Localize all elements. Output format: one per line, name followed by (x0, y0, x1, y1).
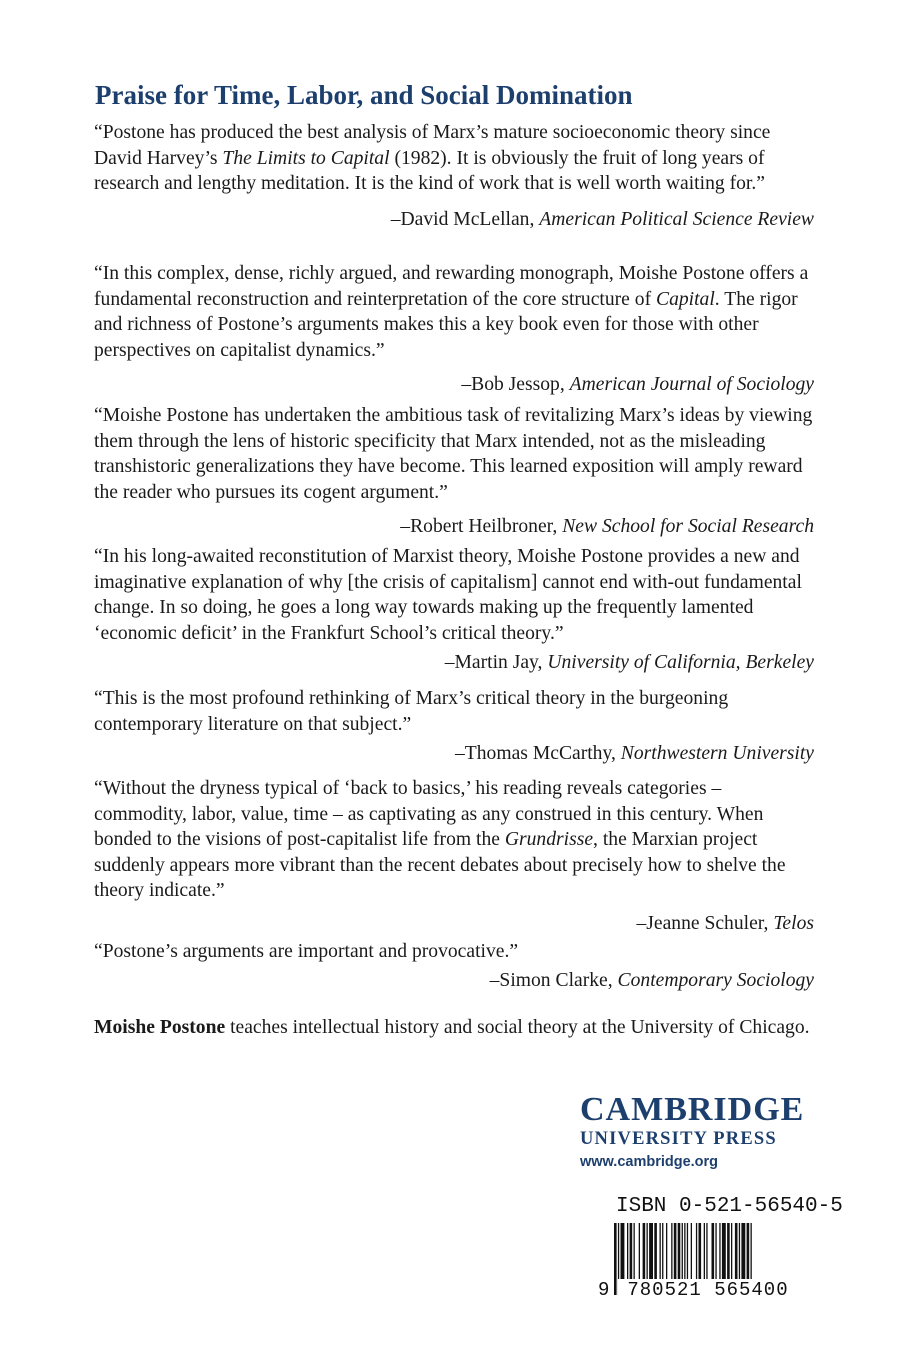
quote-4 (94, 544, 814, 675)
heading-prefix: Praise for (95, 80, 208, 110)
barcode-bar (634, 1223, 635, 1283)
barcode-bar (630, 1223, 633, 1283)
barcode-bar (682, 1223, 683, 1283)
barcode-bar (621, 1223, 625, 1283)
quote-attribution: –Thomas McCarthy, Northwestern University (455, 743, 814, 765)
quote-7 (94, 939, 814, 993)
quote-3 (94, 403, 814, 539)
barcode-bar (739, 1223, 740, 1283)
barcode-first-digit: 9 (598, 1279, 610, 1301)
quote-attribution: –Jeanne Schuler, Telos (636, 912, 814, 934)
barcode-bar (691, 1223, 692, 1283)
barcode-bar (660, 1223, 661, 1283)
barcode-bar (704, 1223, 705, 1283)
barcode-bar (643, 1223, 646, 1283)
book-title: Time, Labor, and Social Domination (213, 80, 633, 110)
quote-6 (94, 776, 814, 936)
quote-attribution: –David McLellan, American Political Science Review (390, 208, 814, 230)
quote-2 (94, 261, 814, 397)
barcode-bar (722, 1223, 726, 1283)
quote-text: “Without the dryness typical of ‘back to basics,’ his reading reveals categories – commodity, labor, value, time – as captivating as any construed in this century. When bonded to the visions of post-capitalist life from the Grundrisse, the Marxian project suddenly appears more vibrant than the recent debates about precisely how to shelve the theory indicate.” (94, 778, 786, 902)
barcode-bar (712, 1223, 715, 1283)
barcode-bar (727, 1223, 730, 1283)
barcode-bar (678, 1223, 681, 1283)
publisher-name: CAMBRIDGE (580, 1091, 805, 1128)
quote-1 (94, 120, 814, 232)
barcode-bar (684, 1223, 685, 1283)
barcode-bar (639, 1223, 640, 1283)
barcode-bar (715, 1223, 716, 1283)
barcode-bar (706, 1223, 707, 1283)
barcode-bar (719, 1223, 720, 1283)
barcode-bar (614, 1223, 617, 1295)
quote-text: “In his long-awaited reconstitution of Marxist theory, Moishe Postone provides a new and imaginative explanation of why [the crisis of capitalism] cannot end with-out fundamental change. In so doing, he goes a long way towards making up the frequently lamented ‘economic deficit’ in the Frankfurt School’s critical theory.” (94, 546, 802, 644)
isbn-barcode (588, 1195, 843, 1303)
barcode-bar (627, 1223, 628, 1283)
praise-heading (95, 80, 633, 111)
barcode-bar (654, 1223, 657, 1283)
quote-attribution: –Simon Clarke, Contemporary Sociology (489, 969, 814, 991)
barcode-bar (649, 1223, 653, 1283)
barcode-bar (666, 1223, 667, 1283)
barcode-digits: 780521 565400 (618, 1279, 798, 1301)
barcode-bar (699, 1223, 702, 1283)
quote-text: “Postone has produced the best analysis of Marx’s mature socioeconomic theory since David Harvey’s The Limits to Capital (1982). It is obviously the fruit of long years of research and lengthy meditation. It is the kind of work that is well worth waiting for.” (94, 122, 771, 195)
barcode-bar (696, 1223, 697, 1283)
quote-5 (94, 686, 814, 766)
quote-text: “Moishe Postone has undertaken the ambitious task of revitalizing Marx’s ideas by viewing them through the lens of historic specificity that Marx intended, not as the misleading transhistoric generalizations they have become. This learned exposition will amply reward the reader who pursues its cogent argument.” (94, 405, 813, 503)
isbn-label: ISBN 0-521-56540-5 (616, 1195, 843, 1218)
quote-text: “This is the most profound rethinking of Marx’s critical theory in the burgeoning contemporary literature on that subject.” (94, 688, 729, 735)
barcode-bar (662, 1223, 663, 1283)
publisher-subname: UNIVERSITY PRESS (580, 1129, 777, 1149)
publisher-logo (580, 1093, 812, 1173)
quote-text: “Postone’s arguments are important and provocative.” (94, 941, 519, 962)
barcode-bar (647, 1223, 648, 1283)
quote-attribution: –Robert Heilbroner, New School for Social Research (400, 516, 814, 538)
barcode-bar (741, 1223, 745, 1283)
barcode-bar (687, 1223, 688, 1283)
barcode-bar (731, 1223, 732, 1283)
quote-attribution: –Bob Jessop, American Journal of Sociology (461, 374, 814, 396)
author-bio: Moishe Postone teaches intellectual history and social theory at the University of Chicago. (94, 1017, 810, 1038)
publisher-url: www.cambridge.org (580, 1154, 719, 1170)
quote-attribution: –Martin Jay, University of California, Berkeley (444, 652, 814, 674)
author-name: Moishe Postone (94, 1017, 226, 1038)
quote-text: “In this complex, dense, richly argued, and rewarding monograph, Moishe Postone offers a fundamental reconstruction and reinterpretation of the core structure of Capital. The rigor and richness of Postone’s arguments makes this a key book even for those with other perspectives on capitalist dynamics.” (94, 263, 809, 361)
barcode-bar (735, 1223, 738, 1283)
